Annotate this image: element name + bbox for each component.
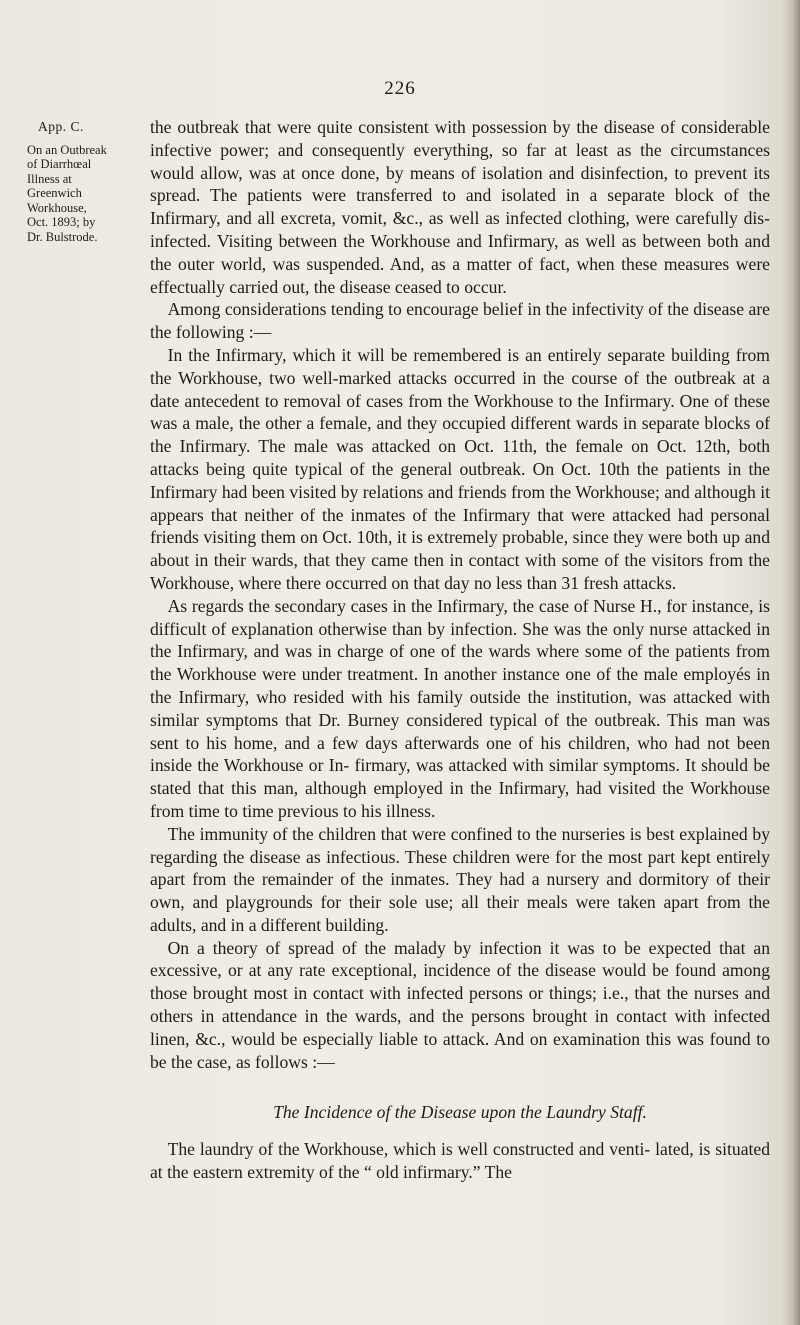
body-text	[150, 116, 770, 1184]
page-edge-shadow	[782, 0, 800, 1325]
paragraph: In the Infirmary, which it will be remembered is an entirely separate building from the Workhouse, two well-marked attacks occurred in the course of the outbreak at a date antecedent to removal of cases from the Workhouse to the Infirmary. One of these was a male, the other a female, and they occupied different wards in separate blocks of the Infirmary. The male was attacked on Oct. 11th, the female on Oct. 12th, both attacks being quite typical of the general outbreak. On Oct. 10th the patients in the Infirmary had been visited by relations and friends from the Workhouse; and although it appears that neither of the inmates of the Infirmary that were attacked had personal friends visiting them on Oct. 10th, it is extremely probable, since they were both up and about in their wards, that they came then in contact with some of the visitors from the Workhouse, where there occurred on that day no less than 31 fresh attacks.	[150, 344, 770, 593]
section-heading: The Incidence of the Disease upon the Laundry Staff.	[273, 1102, 647, 1123]
margin-note-line: Oct. 1893; by	[27, 215, 96, 229]
paragraph: the outbreak that were quite consistent with possession by the disease of considerable infective power; and consequently everything, so far at least as the circumstances would allow, was at once done, by means of isolation and disinfection, to prevent its spread. The patients were transferred to and isolated in a separate block of the Infirmary, and all excreta, vomit, &c., as well as infected clothing, were carefully dis- infected. Visiting between the Workhouse and Infirmary, as well as between both and the outer world, was suspended. And, as a matter of fact, when these measures were effectually carried out, the disease ceased to occur.	[150, 117, 770, 297]
margin-note-line: Workhouse,	[27, 200, 87, 215]
margin-note-label: App. C.	[38, 119, 84, 134]
margin-note	[27, 120, 127, 244]
paragraph: Among considerations tending to encourage belief in the infectivity of the disease are the following :—	[150, 299, 770, 343]
margin-note-line: On an Outbreak	[27, 142, 107, 157]
paragraph: The immunity of the children that were confined to the nurseries is best explained by regarding the disease as infectious. These children were for the most part kept entirely apart from the remainder of the inmates. They had a nursery and dormitory of their own, and playgrounds for their sole use; all their meals were taken apart from the adults, and in a different building.	[150, 823, 770, 935]
margin-note-line: Greenwich	[27, 186, 82, 200]
paragraph: The laundry of the Workhouse, which is well constructed and venti- lated, is situated at the eastern extremity of the “ old infirmary.” The	[150, 1139, 770, 1183]
margin-note-line: of Diarrhœal	[27, 157, 92, 171]
margin-note-line: Illness at	[27, 171, 72, 186]
paragraph: On a theory of spread of the malady by infection it was to be expected that an excessive, or at any rate exceptional, incidence of the disease would be found among those brought most in contact with infected persons or things; i.e., that the nurses and others in attendance in the wards, and the persons brought in contact with infected linen, &c., would be especially liable to attack. And on examination this was found to be the case, as follows :—	[150, 937, 770, 1072]
paragraph: As regards the secondary cases in the Infirmary, the case of Nurse H., for instance, is difficult of explanation otherwise than by infection. She was the only nurse attacked in the Infirmary, and was in charge of one of the wards where some of the patients from the Workhouse were under treatment. In another instance one of the male employés in the Infirmary, who resided with his family outside the institution, was attacked with similar symptoms that Dr. Burney considered typical of the outbreak. This man was sent to his home, and a few days afterwards one of his children, who had not been inside the Workhouse or In- firmary, was attacked with similar symptoms. It should be stated that this man, although employed in the Infirmary, had visited the Workhouse from time to time previous to his illness.	[150, 595, 770, 821]
page-number: 226	[384, 78, 416, 99]
margin-note-line: Dr. Bulstrode.	[27, 229, 98, 244]
